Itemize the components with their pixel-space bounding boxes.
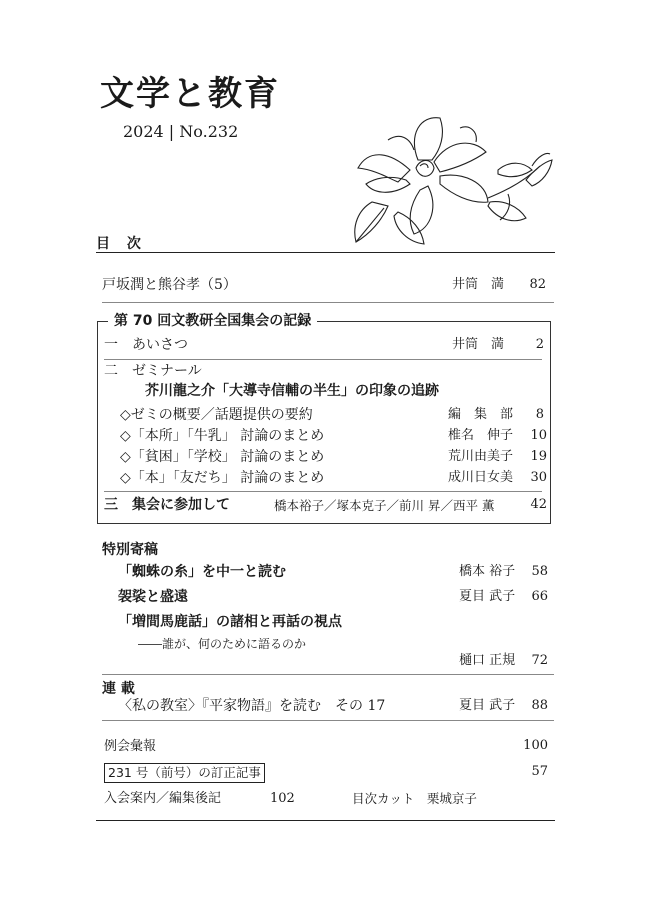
serial-heading: 連 載 [102,681,135,697]
greeting-author: 井筒 満 [452,337,505,352]
special-item-page: 66 [531,589,548,604]
special-item-title: 「増間馬鹿話」の諸相と再話の視点 [118,614,342,630]
participate-title: 三 集会に参加して [104,497,230,513]
toc-heading: 目 次 [96,236,147,252]
seminar-item-title: ◇「貧困」「学校」 討論のまとめ [120,449,325,465]
seminar-item-title: ◇ゼミの概要／話題提供の要約 [120,407,313,423]
special-item-author: 夏目 武子 [459,589,516,604]
gardenia-illustration-icon [348,110,553,250]
seminar-title: 二 ゼミナール [104,363,202,379]
illustration-credit: 目次カット 栗城京子 [352,791,477,806]
divider [104,491,542,492]
toc-divider [96,252,555,253]
participate-page: 42 [530,497,547,512]
seminar-item-author: 椎名 伸子 [448,428,514,443]
seminar-item-author: 編 集 部 [448,407,514,422]
special-item-title: 「蜘蛛の糸」を中一と読む [118,564,286,580]
participate-authors: 橋本裕子／塚本克子／前川 昇／西平 薫 [274,498,495,513]
admission-page: 102 [270,791,295,806]
greeting-page: 2 [535,337,544,352]
entry-tosaka-author: 井筒 満 [452,277,505,292]
special-item-author: 橋本 裕子 [459,564,516,579]
seminar-item-author: 荒川由美子 [448,449,514,464]
special-item-subtitle: ――誰が、何のために語るのか [138,637,307,651]
entry-tosaka-title: 戸坂潤と熊谷孝（5） [102,277,237,293]
seminar-item-page: 19 [530,449,547,464]
special-item-author: 樋口 正規 [459,653,516,668]
magazine-title: 文学と教育 [100,74,280,114]
divider [102,302,554,303]
divider [102,674,554,675]
bottom-divider [96,820,555,821]
correction-notice: 231 号（前号）の訂正記事 [104,763,265,783]
greeting-title: 一 あいさつ [104,337,188,353]
serial-page: 88 [531,698,548,713]
seminar-item-page: 8 [535,407,544,422]
special-item-page: 72 [531,653,548,668]
seminar-subtitle: 芥川龍之介「大導寺信輔の半生」の印象の追跡 [145,383,439,399]
seminar-item-page: 30 [530,470,547,485]
seminar-item-author: 成川日女美 [448,470,514,485]
divider [102,720,554,721]
special-item-page: 58 [531,564,548,579]
entry-tosaka-page: 82 [529,277,546,292]
divider [104,359,542,360]
special-heading: 特別寄稿 [102,542,158,558]
correction-page: 57 [531,764,548,779]
reports-title: 例会彙報 [104,739,157,754]
seminar-item-title: ◇「本所」「牛乳」 討論のまとめ [120,428,325,444]
serial-title: 〈私の教室〉『平家物語』を読む その 17 [118,698,386,714]
issue-number: 2024 | No.232 [123,122,239,141]
serial-author: 夏目 武子 [459,698,516,713]
seminar-item-title: ◇「本」「友だち」 討論のまとめ [120,470,325,486]
seminar-item-page: 10 [530,428,547,443]
conference-label: 第 70 回文教研全国集会の記録 [108,311,317,331]
admission-title: 入会案内／編集後記 [104,791,222,806]
reports-page: 100 [523,738,548,753]
special-item-title: 袈裟と盛遠 [118,589,188,605]
